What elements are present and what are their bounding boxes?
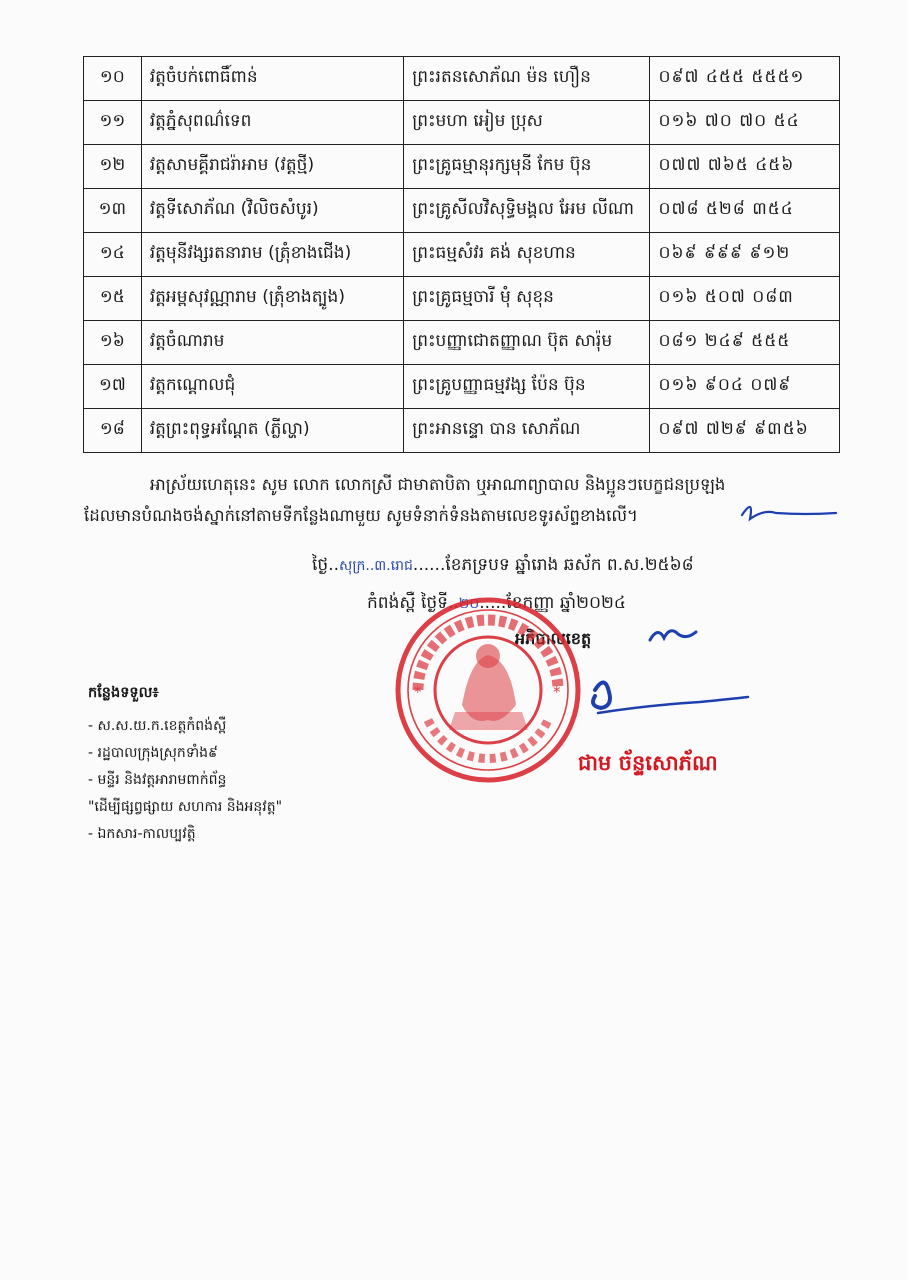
monk-name: ព្រះគ្រូបញ្ញាធម្មវង្ស ប៉ែន ប៊ុន	[404, 365, 650, 409]
lunar-date-line: ថ្ងៃ..សុក្រ..៣.រោជ......ខែភទ្របទ ឆ្នាំរោង ឆស័ក ព.ស.២៥៦៨	[312, 555, 694, 575]
lunar-date-rest: ......ខែភទ្របទ ឆ្នាំរោង ឆស័ក ព.ស.២៥៦៨	[412, 555, 694, 575]
solar-date-prefix: កំពង់ស្ពឺ ថ្ងៃទី	[367, 593, 448, 613]
phone-number: ០១៦ ៥០៧ ០៨៣	[650, 277, 840, 321]
official-stamp	[398, 600, 578, 780]
row-number: ១៨	[84, 409, 142, 453]
recipient-item: "ដើម្បីផ្សព្វផ្សាយ សហការ និងអនុវត្ត"	[88, 799, 283, 815]
handwritten-signature	[593, 507, 836, 713]
monk-name: ព្រះធម្មសំវរ គង់ សុខហាន	[404, 233, 650, 277]
pagoda-name: វត្តចំណារាម	[141, 321, 403, 365]
phone-number: ០៦៩ ៩៩៩ ៩១២	[650, 233, 840, 277]
signatory-name: ជាម ច័ន្ទសោភ័ណ	[578, 751, 718, 775]
monk-name: ព្រះគ្រូធម្មចារី មុំ សុខុន	[404, 277, 650, 321]
pagoda-name: វត្តសាមគ្គីរាជរ៉ាអាម (វត្តថ្មី)	[141, 145, 403, 189]
monk-name: ព្រះបញ្ញាជោតញ្ញាណ ប៊ុត សារ៉ុម	[404, 321, 650, 365]
monk-name: ព្រះមហា អៀម ប្រុស	[404, 101, 650, 145]
svg-text:*: *	[414, 683, 422, 701]
pagoda-name: វត្តចំបក់ពោធិ៍ពាន់	[141, 57, 403, 101]
signatory-title: អភិបាលខេត្ត	[515, 629, 592, 648]
svg-text:*: *	[553, 683, 561, 701]
row-number: ១០	[84, 57, 142, 101]
phone-number: ០១៦ ៩០៤ ០៧៩	[650, 365, 840, 409]
recipient-item: - ស.ស.យ.ក.ខេត្តកំពង់ស្ពឺ	[88, 718, 227, 734]
recipients-heading: កន្លែងទទួល៖	[88, 685, 159, 701]
row-number: ១១	[84, 101, 142, 145]
monk-name: ព្រះអានន្ទោ បាន សោភ័ណ	[404, 409, 650, 453]
body-line-2: ដែលមានបំណងចង់ស្នាក់នៅតាមទីកន្លែងណាមួយ សូមទំនាក់ទំនងតាមលេខទូរស័ព្ទខាងលើ។	[84, 506, 638, 525]
recipients-block	[88, 684, 282, 848]
pagoda-name: វត្តមុនីវង្សរតនារាម (ត្រុំខាងជើង)	[141, 233, 403, 277]
phone-number: ០៩៧ ៤៥៥ ៥៥៥១	[650, 57, 840, 101]
phone-number: ០៩៧ ៧២៩ ៩៣៥៦	[650, 409, 840, 453]
lunar-date-prefix: ថ្ងៃ	[312, 555, 329, 575]
row-number: ១៥	[84, 277, 142, 321]
row-number: ១៧	[84, 365, 142, 409]
phone-number: ០៧៨ ៥២៨ ៣៥៤	[650, 189, 840, 233]
pagoda-name: វត្តកណ្តោលជុំ	[141, 365, 403, 409]
row-number: ១២	[84, 145, 142, 189]
body-line-1: អាស្រ័យហេតុនេះ សូម លោក លោកស្រី ជាមាតាបិតា ឬអាណាព្យាបាល និងប្អូនៗបេក្ខជនប្រឡង	[150, 475, 726, 494]
solar-date-line: កំពង់ស្ពឺ ថ្ងៃទី..២០.....ខែកញ្ញា ឆ្នាំ២០២៤	[367, 593, 626, 613]
pagoda-name: វត្តទីសោភ័ណ (វិលិចសំបូរ)	[141, 189, 403, 233]
row-number: ១៣	[84, 189, 142, 233]
pagoda-name: វត្តភ្នំសុពណ៌ទេព	[141, 101, 403, 145]
phone-number: ០១៦ ៧០ ៧០ ៥៤	[650, 101, 840, 145]
recipient-item: - ឯកសារ-កាលប្បវត្តិ	[88, 826, 196, 842]
pagoda-name: វត្តអម្ពសុវណ្ណារាម (ត្រុំខាងត្បូង)	[141, 277, 403, 321]
solar-date-handwritten: ២០	[458, 596, 480, 612]
row-number: ១៦	[84, 321, 142, 365]
phone-number: ០៧៧ ៧៦៥ ៤៥៦	[650, 145, 840, 189]
recipient-item: - រដ្ឋបាលក្រុងស្រុកទាំង៩	[88, 745, 218, 761]
pagoda-name: វត្តព្រះពុទ្ធអណ្តែត (ភ្លីល្ហា)	[141, 409, 403, 453]
monk-name: ព្រះគ្រូសីលវិសុទ្ធិមង្គល អែម លីណា	[404, 189, 650, 233]
row-number: ១៤	[84, 233, 142, 277]
monk-name: ព្រះរតនសោភ័ណ ម៉ន ហឿន	[404, 57, 650, 101]
lunar-date-handwritten: សុក្រ..៣.រោជ	[339, 558, 413, 574]
recipient-item: - មន្ទីរ និងវត្តអារាមពាក់ព័ន្ធ	[88, 772, 227, 788]
monk-name: ព្រះគ្រូធម្មានុរក្សមុនី កែម ប៊ុន	[404, 145, 650, 189]
phone-number: ០៨១ ២៤៩ ៥៥៥	[650, 321, 840, 365]
solar-date-rest: .....ខែកញ្ញា ឆ្នាំ២០២៤	[479, 593, 626, 613]
